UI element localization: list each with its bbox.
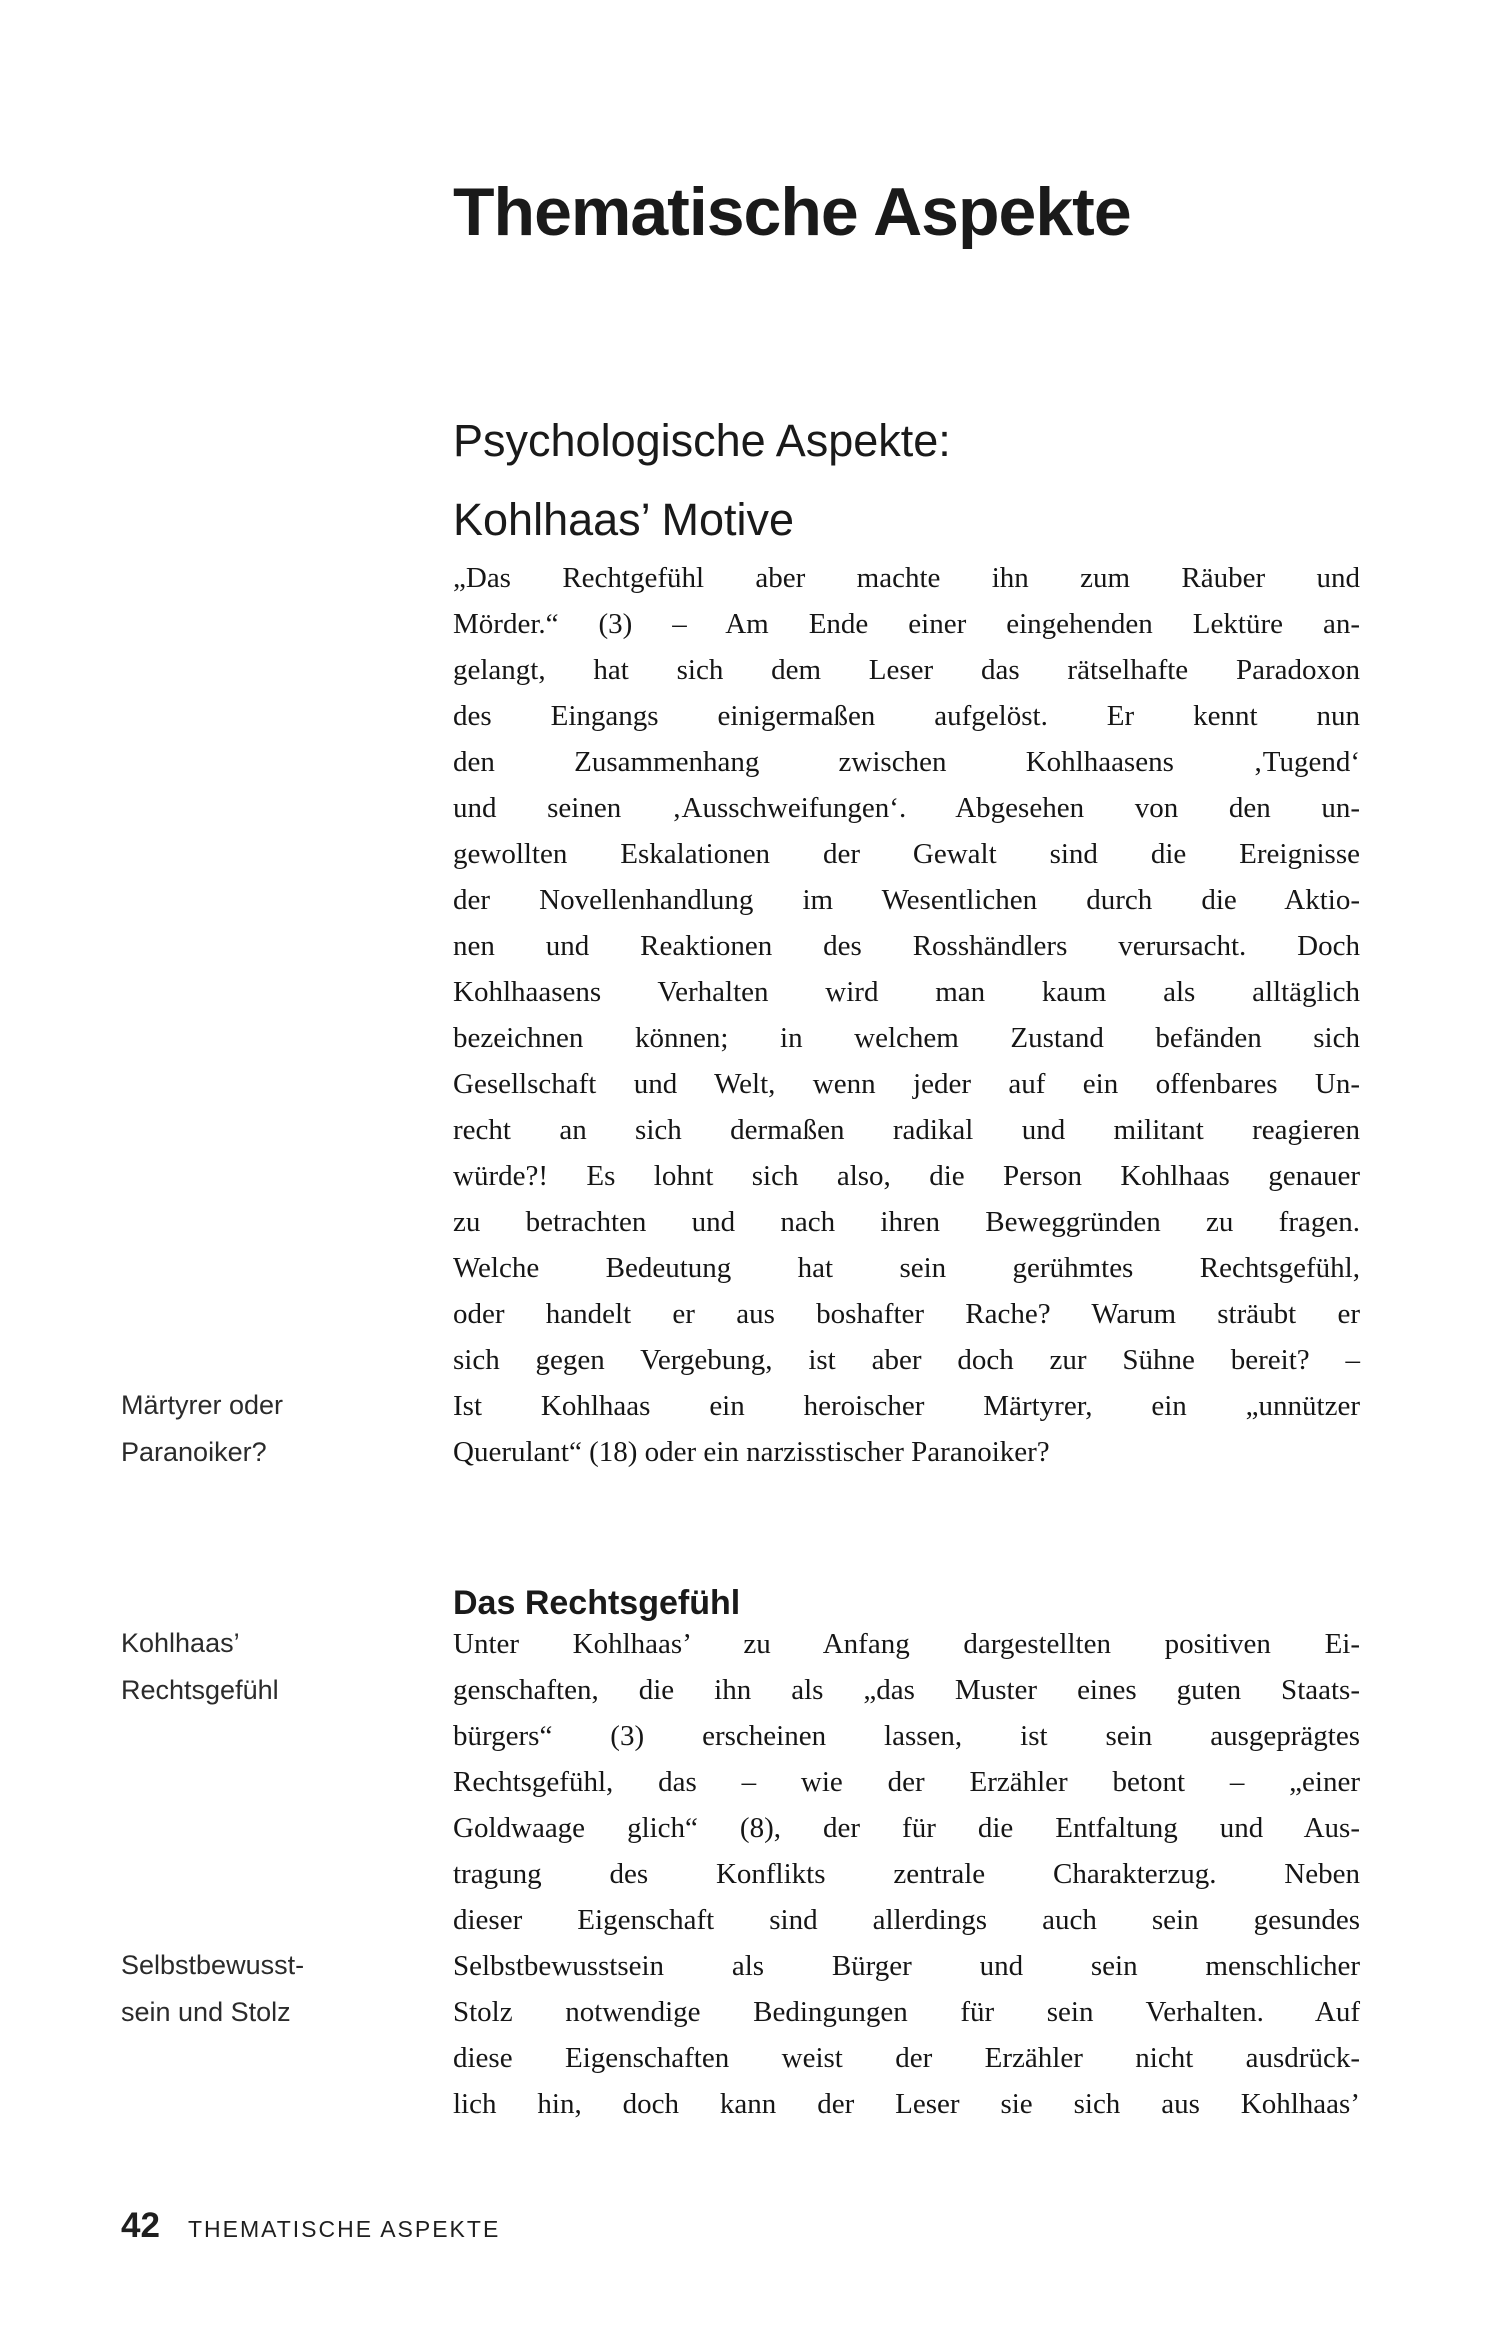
footer-section-label: THEMATISCHE ASPEKTE [187,2216,501,2242]
text-line: bürgers“ (3) erscheinen lassen, ist sein ausgeprägtes [453,1720,1360,1752]
text-line: Psychologische Aspekte: [453,415,951,467]
text-line: den Zusammenhang zwischen Kohlhaasens ‚Tugend‘ [453,746,1360,778]
margin-note-kohlhaas-rechtsgefuehl [121,1620,431,1714]
text-line: Goldwaage glich“ (8), der für die Entfaltung und Aus- [453,1812,1360,1844]
text-line: Selbstbewusst- [121,1950,305,1980]
margin-note-selbstbewusstsein-und-stolz [121,1942,431,2036]
subsection-heading-das-rechtsgefuehl: Das Rechtsgefühl [453,1584,741,1622]
text-line: Paranoiker? [121,1437,267,1467]
text-line: oder handelt er aus boshafter Rache? Warum sträubt er [453,1298,1360,1330]
text-line: Selbstbewusstsein als Bürger und sein menschlicher [453,1950,1360,1982]
text-line: Gesellschaft und Welt, wenn jeder auf ein offenbares Un- [453,1068,1360,1100]
text-line: bezeichnen können; in welchem Zustand befänden sich [453,1022,1360,1054]
text-line: Kohlhaas’ Motive [453,494,795,546]
text-line: „Das Rechtgefühl aber machte ihn zum Räuber und [453,562,1360,594]
margin-note-maertyrer-oder-paranoiker [121,1382,431,1476]
text-line: sich gegen Vergebung, ist aber doch zur Sühne bereit? – [453,1344,1360,1376]
text-line: diese Eigenschaften weist der Erzähler nicht ausdrück- [453,2042,1360,2074]
text-line: genschaften, die ihn als „das Muster eines guten Staats- [453,1674,1360,1706]
text-line: nen und Reaktionen des Rosshändlers verursacht. Doch [453,930,1360,962]
text-line: recht an sich dermaßen radikal und militant reagieren [453,1114,1360,1146]
text-line: des Eingangs einigermaßen aufgelöst. Er kennt nun [453,700,1360,732]
paragraph-das-rechtsgefuehl [453,1621,1360,2127]
text-line: Märtyrer oder [121,1390,284,1420]
text-line: Kohlhaasens Verhalten wird man kaum als alltäglich [453,976,1360,1008]
text-line: Welche Bedeutung hat sein gerühmtes Rechtsgefühl, [453,1252,1360,1284]
text-line: zu betrachten und nach ihren Beweggründen zu fragen. [453,1206,1360,1238]
text-line: würde?! Es lohnt sich also, die Person Kohlhaas genauer [453,1160,1360,1192]
text-line: dieser Eigenschaft sind allerdings auch sein gesundes [453,1904,1360,1936]
text-line: Querulant“ (18) oder ein narzisstischer Paranoiker? [453,1436,1050,1468]
text-line: Rechtsgefühl, das – wie der Erzähler betont – „einer [453,1766,1360,1798]
page-footer [121,2206,500,2246]
text-line: Unter Kohlhaas’ zu Anfang dargestellten positiven Ei- [453,1628,1360,1660]
text-line: Stolz notwendige Bedingungen für sein Verhalten. Auf [453,1996,1360,2028]
paragraph-psychologische-aspekte [453,555,1360,1475]
text-line: Ist Kohlhaas ein heroischer Märtyrer, ein „unnützer [453,1390,1360,1422]
section-subtitle [453,401,951,559]
text-line: lich hin, doch kann der Leser sie sich aus Kohlhaas’ [453,2088,1360,2120]
text-line: gewollten Eskalationen der Gewalt sind die Ereignisse [453,838,1360,870]
text-line: Rechtsgefühl [121,1675,279,1705]
text-line: und seinen ‚Ausschweifungen‘. Abgesehen von den un- [453,792,1360,824]
text-line: Kohlhaas’ [121,1628,240,1658]
page-title: Thematische Aspekte [453,173,1131,250]
footer-page-number: 42 [121,2206,160,2245]
text-line: Mörder.“ (3) – Am Ende einer eingehenden Lektüre an- [453,608,1360,640]
text-line: gelangt, hat sich dem Leser das rätselhafte Paradoxon [453,654,1360,686]
text-line: tragung des Konflikts zentrale Charakterzug. Neben [453,1858,1360,1890]
text-line: sein und Stolz [121,1997,291,2027]
text-line: der Novellenhandlung im Wesentlichen durch die Aktio- [453,884,1360,916]
